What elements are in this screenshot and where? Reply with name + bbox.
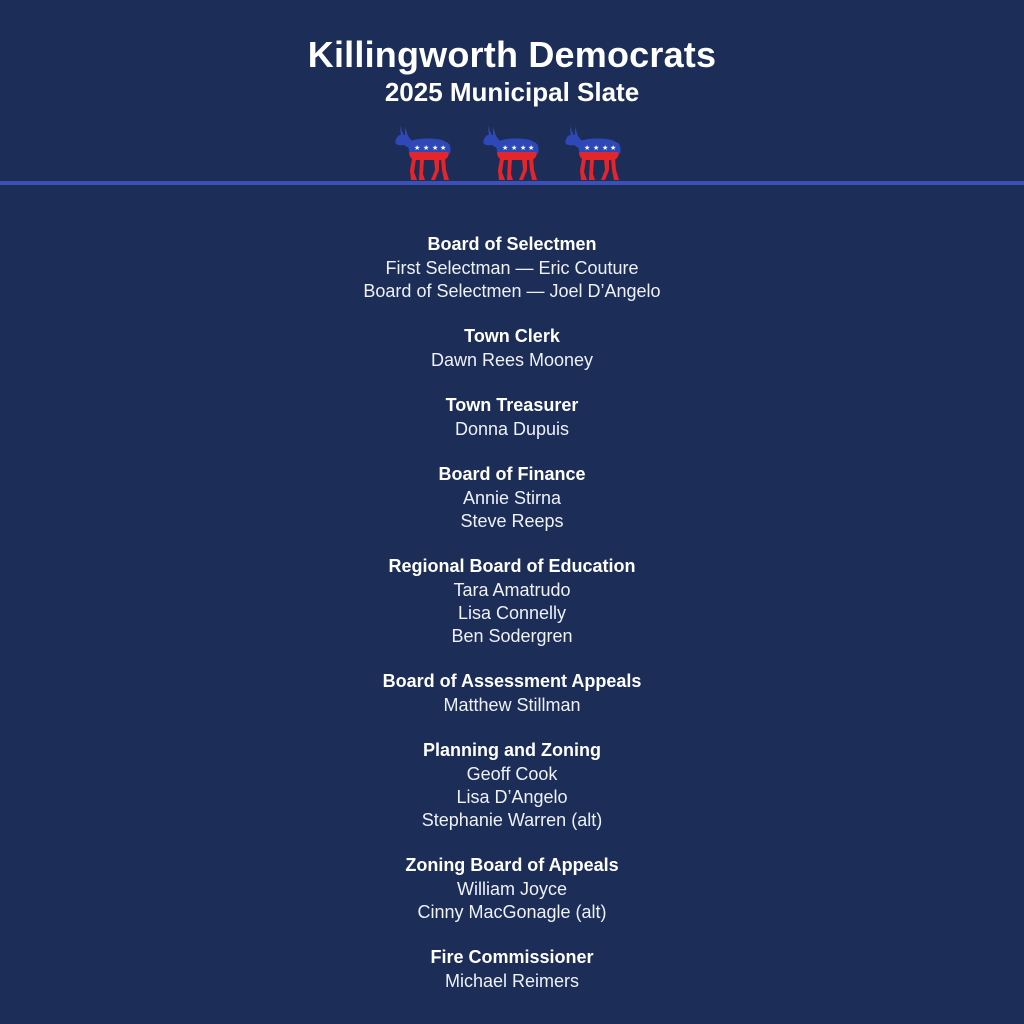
office-title: Planning and Zoning (423, 740, 601, 760)
candidate-name: Annie Stirna (462, 488, 562, 508)
candidate-name: Donna Dupuis (454, 419, 570, 439)
svg-text:★: ★ (610, 144, 617, 152)
office-section (0, 738, 1024, 832)
office-title: Town Clerk (464, 326, 560, 346)
svg-text:★: ★ (520, 144, 527, 152)
office-title: Board of Finance (438, 464, 586, 484)
office-section (0, 554, 1024, 648)
candidate-name: Cinny MacGonagle (alt) (417, 902, 607, 922)
office-section (0, 853, 1024, 924)
candidate-name: William Joyce (456, 879, 567, 899)
candidate-name: Lisa D’Angelo (456, 787, 568, 807)
candidate-name: Stephanie Warren (alt) (421, 810, 603, 830)
svg-text:★: ★ (432, 144, 439, 152)
candidate-name: Dawn Rees Mooney (430, 350, 594, 370)
democratic-donkey-icon (392, 122, 452, 182)
office-title: Board of Assessment Appeals (382, 671, 642, 691)
svg-text:★: ★ (528, 144, 535, 152)
candidate-name: First Selectman — Eric Couture (385, 258, 639, 278)
office-title: Board of Selectmen (427, 234, 597, 254)
svg-text:★: ★ (414, 144, 421, 152)
candidate-name: Tara Amatrudo (453, 580, 571, 600)
svg-text:★: ★ (440, 144, 447, 152)
office-section (0, 393, 1024, 441)
candidate-slate (0, 232, 1024, 1014)
office-title: Zoning Board of Appeals (405, 855, 619, 875)
democratic-donkey-icon (562, 122, 622, 182)
office-title: Fire Commissioner (430, 947, 594, 967)
office-section (0, 669, 1024, 717)
candidate-name: Geoff Cook (466, 764, 558, 784)
candidate-name: Steve Reeps (460, 511, 564, 531)
office-section (0, 945, 1024, 993)
candidate-name: Lisa Connelly (457, 603, 567, 623)
candidate-name: Board of Selectmen — Joel D’Angelo (363, 281, 661, 301)
svg-text:★: ★ (602, 144, 609, 152)
svg-text:★: ★ (423, 144, 430, 152)
svg-text:★: ★ (593, 144, 600, 152)
candidate-name: Ben Sodergren (451, 626, 573, 646)
svg-text:★: ★ (502, 144, 509, 152)
candidate-name: Matthew Stillman (443, 695, 581, 715)
office-section (0, 232, 1024, 303)
office-section (0, 462, 1024, 533)
page-title: Killingworth Democrats (307, 34, 717, 75)
svg-text:★: ★ (584, 144, 591, 152)
svg-text:★: ★ (511, 144, 518, 152)
donkey-logo-row (390, 122, 630, 184)
democratic-donkey-icon (480, 122, 540, 182)
page-subtitle: 2025 Municipal Slate (384, 77, 640, 107)
candidate-name: Michael Reimers (444, 971, 580, 991)
office-section (0, 324, 1024, 372)
office-title: Town Treasurer (445, 395, 579, 415)
office-title: Regional Board of Education (388, 556, 636, 576)
header-divider (0, 181, 1024, 185)
